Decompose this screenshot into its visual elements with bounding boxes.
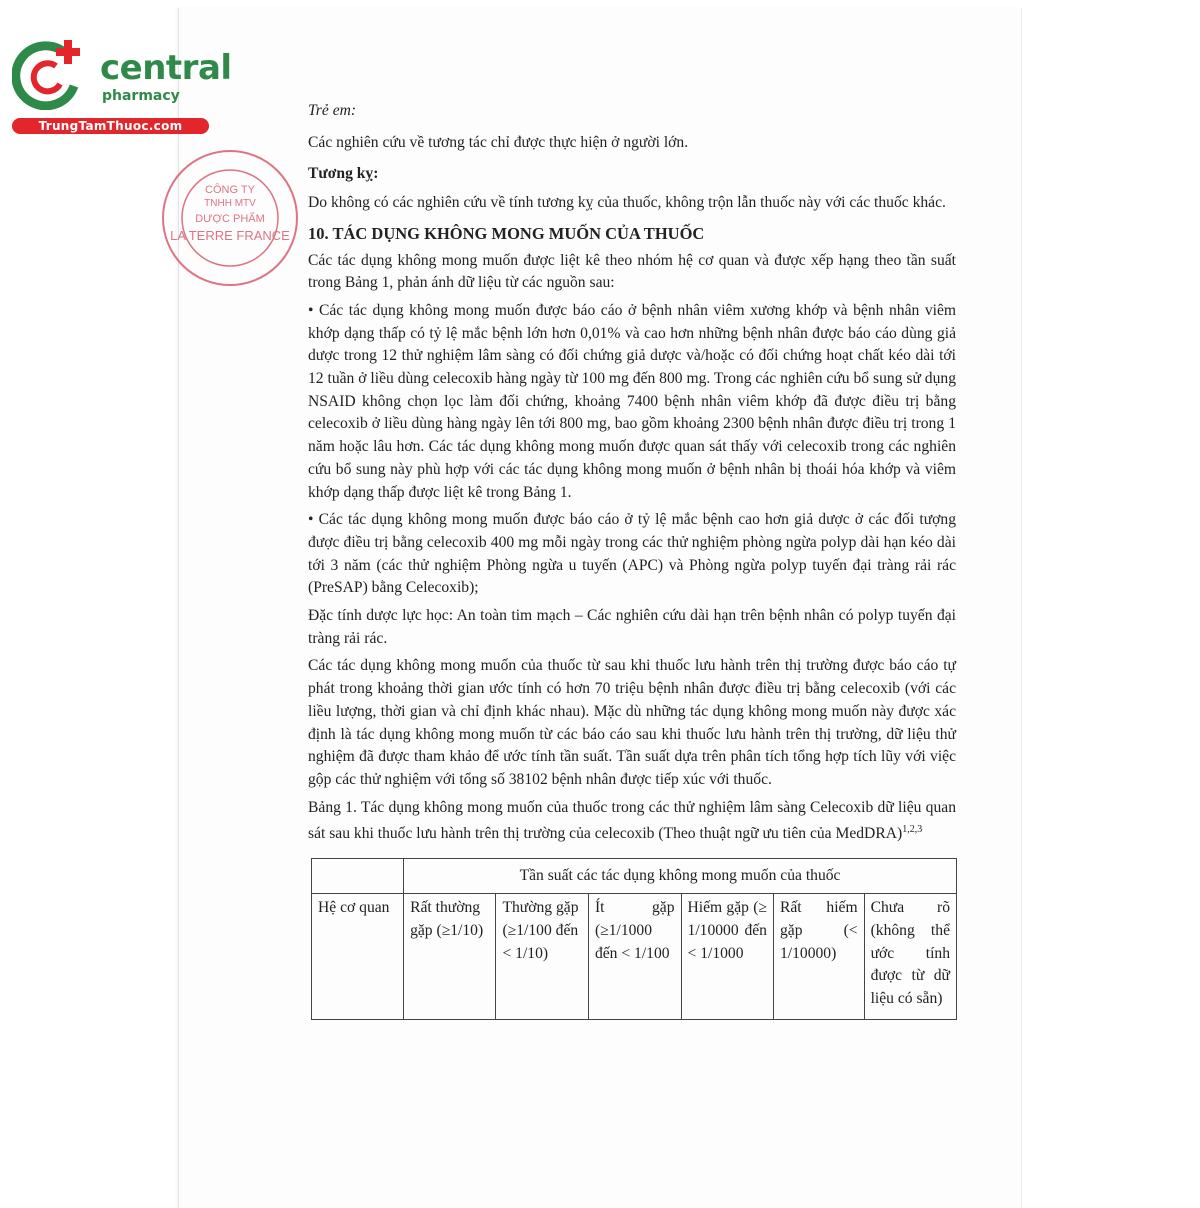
empty-cell <box>312 859 404 894</box>
brand-subtitle: pharmacy <box>102 88 180 104</box>
section-heading: 10. TÁC DỤNG KHÔNG MONG MUỐN CỦA THUỐC <box>308 223 705 243</box>
paragraph: • Các tác dụng không mong muốn được báo cáo ở bệnh nhân viêm xương khớp và bệnh nhân viêm khớp dạng thấp có tỷ lệ mắc bệnh lớn hơn 0,01% và cao hơn những bệnh nhân được báo cáo dùng giả dược trong 12 thử nghiệm lâm sàng có đối chứng giả dược và/hoặc có đối chứng hoạt chất kéo dài tới 12 tuần ở liều dùng celecoxib hàng ngày từ 100 mg đến 800 mg. Trong các nghiên cứu bổ sung sử dụng NSAID không chọn lọc làm đối chứng, khoảng 7400 bệnh nhân viêm khớp đã được điều trị bằng celecoxib ở liều dùng hàng ngày lên tới 800 mg, bao gồm khoảng 2300 bệnh nhân được điều trị trong 1 năm hoặc lâu hơn. Các tác dụng không mong muốn được quan sát thấy với celecoxib trong các nghiên cứu bổ sung này phù hợp với các tác dụng không mong muốn ở bệnh nhân bị thoái hóa khớp và viêm khớp dạng thấp được liệt kê trong Bảng 1. <box>308 301 956 501</box>
caption-text: Bảng 1. Tác dụng không mong muốn của thuốc trong các thử nghiệm lâm sàng Celecoxib dữ liệu quan sát sau khi thuốc lưu hành trên thị trường của celecoxib (Theo thuật ngữ ưu tiên của MedDRA) <box>308 798 956 843</box>
column-header: Ít gặp (≥1/1000 đến < 1/100 <box>588 894 681 1020</box>
column-header: Chưa rõ (không thể ước tính được từ dữ liệu có sẵn) <box>864 894 956 1020</box>
children-title: Trẻ em: <box>308 102 357 119</box>
paragraph: Các tác dụng không mong muốn được liệt kê theo nhóm hệ cơ quan và được xếp hạng theo tần suất trong Bảng 1, phản ánh dữ liệu từ các nguồn sau: <box>308 251 956 292</box>
column-header: Thường gặp (≥1/100 đến < 1/10) <box>496 894 588 1020</box>
column-header: Hệ cơ quan <box>312 894 404 1020</box>
frequency-group-header: Tần suất các tác dụng không mong muốn của thuốc <box>404 859 957 894</box>
adverse-effects-table <box>311 858 957 1020</box>
pharmacy-cross-icon <box>12 38 92 110</box>
compat-title: Tương kỵ: <box>308 165 379 183</box>
paragraph: • Các tác dụng không mong muốn được báo cáo ở tỷ lệ mắc bệnh cao hơn giả dược ở các đối tượng được điều trị bằng celecoxib 400 mg mỗi ngày trong các thử nghiệm phòng ngừa polyp dài hạn kéo dài tới 3 năm (các thử nghiệm Phòng ngừa u tuyến (APC) và Phòng ngừa polyp tuyến đại tràng rải rác (PreSAP) bằng Celecoxib); <box>308 511 956 597</box>
compat-text: Do không có các nghiên cứu về tính tương kỵ của thuốc, không trộn lẫn thuốc này với các thuốc khác. <box>308 194 946 212</box>
central-pharmacy-logo <box>12 38 232 138</box>
table-caption <box>308 797 956 847</box>
caption-references: 1,2,3 <box>902 824 923 836</box>
column-header: Rất hiếm gặp (< 1/10000) <box>773 894 864 1020</box>
stamp-line: LA TERRE FRANCE <box>170 228 290 243</box>
column-header: Hiếm gặp (≥ 1/10000 đến < 1/1000 <box>681 894 773 1020</box>
children-text: Các nghiên cứu về tương tác chỉ được thực hiện ở người lớn. <box>308 133 689 151</box>
brand-name: central <box>100 48 232 88</box>
stamp-line: TNHH MTV <box>204 198 256 209</box>
stamp-line: DƯỢC PHẨM <box>195 213 265 225</box>
document-body <box>308 100 956 1020</box>
paragraph: Đặc tính dược lực học: An toàn tim mạch – Các nghiên cứu dài hạn trên bệnh nhân có polyp tuyến đại tràng rải rác. <box>308 607 956 647</box>
paragraph: Các tác dụng không mong muốn của thuốc từ sau khi thuốc lưu hành trên thị trường được báo cáo tự phát trong khoảng thời gian ước tính có hơn 70 triệu bệnh nhân được điều trị bằng celecoxib (với các liều lượng, thời gian và chỉ định khác nhau). Mặc dù những tác dụng không mong muốn này được xác định là tác dụng không mong muốn từ các báo cáo sau khi thuốc lưu hành trên thị trường, dữ liệu thử nghiệm đã được tham khảo để ước tính tần suất. Tần suất dựa trên phân tích tổng hợp tích lũy với việc gộp các thử nghiệm với tổng số 38102 bệnh nhân được tiếp xúc với thuốc. <box>308 657 956 788</box>
company-stamp <box>160 148 300 288</box>
brand-url: TrungTamThuoc.com <box>12 118 209 134</box>
column-header: Rất thường gặp (≥1/10) <box>404 894 496 1020</box>
stamp-line: CÔNG TY <box>205 184 255 196</box>
